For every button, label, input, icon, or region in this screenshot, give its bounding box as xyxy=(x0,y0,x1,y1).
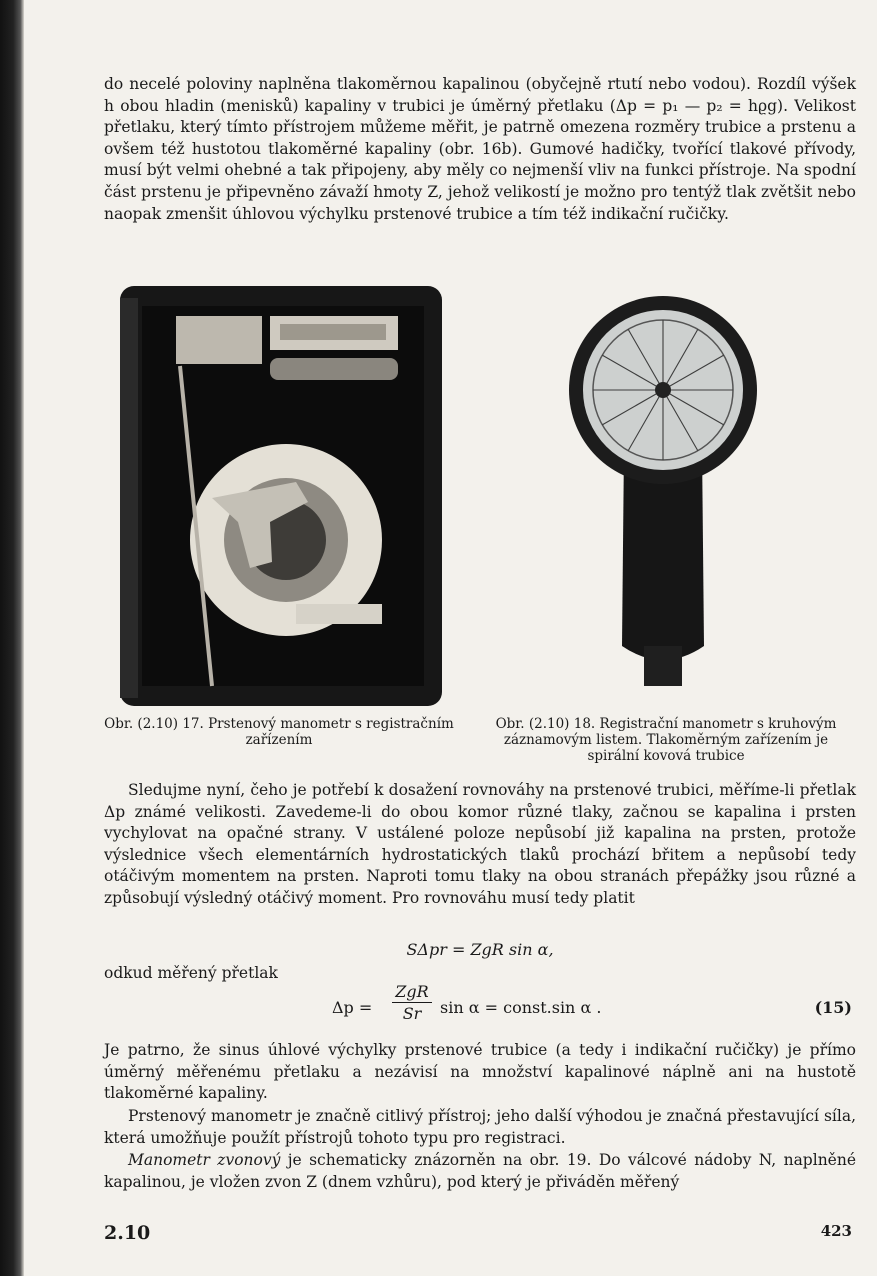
text-odkud: odkud měřený přetlak xyxy=(104,964,278,982)
figure-17-recorder-photo xyxy=(120,286,442,706)
paragraph-1: do necelé poloviny naplněna tlakoměrnou kapalinou (obyčejně rtutí nebo vodou). Rozdíl výšek h obou hladin (menisků) kapaliny v trubici je úměrný přetlaku (Δp = p₁ — p₂ = hϱg). Velikost přetlaku, který tímto přístrojem můžeme měřit, je patrně omezena rozměry trubice a prstenu a ovšem též hustotou tlakoměrné kapaliny (obr. 16b). Gumové hadičky, tvořící tlakové přívody, musí být velmi ohebné a tak připojeny, aby měly co nejmenší vliv na funkci přístroje. Na spodní část prstenu je připevněno závaží hmoty Z, jehož velikostí je možno pro tentýž tlak zvětšit nebo naopak zmenšit úhlovou výchylku prstenové trubice a tím též indikační ručičky. xyxy=(104,75,856,223)
fraction-numerator: ZgR xyxy=(392,982,432,1003)
paragraph-2: Sledujme nyní, čeho je potřebí k dosažení rovnováhy na prstenové trubici, měříme-li přetlak Δp známé velikosti. Zavedeme-li do obou komor různé tlaky, začnou se kapalina i prsten vychylovat na opačné strany. V ustálené poloze nepůsobí již kapalina na prsten, protože výslednice všech elementárních hydrostatických tlaků prochází břitem a nepůsobí tedy otáčivým momentem na prsten. Naproti tomu tlaky na obou stranách přepážky jsou různé a způsobují výsledný otáčivý moment. Pro rovnováhu musí tedy platit xyxy=(104,781,856,907)
figure-18-caption: Obr. (2.10) 18. Registrační manometr s kruhovým záznamovým listem. Tlakoměrným zařízením je spirální kovová trubice xyxy=(495,716,837,764)
paragraph-3: Je patrno, že sinus úhlové výchylky prstenové trubice (a tedy i indikační ručičky) je přímo úměrný měřenému přetlaku a nezávisí na množství kapalinové náplně ani na hustotě tlakoměrné kapaliny. xyxy=(104,1041,856,1103)
section-number: 2.10 xyxy=(104,1222,151,1244)
page-number: 423 xyxy=(820,1222,852,1240)
fraction-denominator: Sr xyxy=(402,1004,422,1023)
book-binding-edge xyxy=(0,0,24,1276)
term-manometr-zvonovy: Manometr zvonový xyxy=(128,1151,281,1169)
page-footer xyxy=(104,1222,856,1252)
figure-17-caption: Obr. (2.10) 17. Prstenový manometr s registračním zařízením xyxy=(104,716,454,748)
paragraph-4: Prstenový manometr je značně citlivý přístroj; jeho další výhodou je značná přestavující síla, která umožňuje použít přístrojů tohoto typu pro registraci. xyxy=(104,1107,856,1147)
equation-15 xyxy=(104,980,856,1036)
equation-15-lhs: Δp = xyxy=(332,998,373,1017)
paragraph-5: Manometr zvonový je schematicky znázorněn na obr. 19. Do válcové nádoby N, naplněné kapalinou, je vložen zvon Z (dnem vzhůru), pod který je přiváděn měřený xyxy=(104,1151,857,1191)
equation-number: (15) xyxy=(814,998,852,1017)
equation-15-rhs: sin α = const.sin α . xyxy=(440,998,602,1017)
figure-18-circular-manometer-photo xyxy=(562,296,764,696)
equation-equilibrium: SΔpr = ZgR sin α, xyxy=(406,940,554,959)
equation-15-fraction xyxy=(392,982,432,1025)
figures-row xyxy=(104,286,856,766)
